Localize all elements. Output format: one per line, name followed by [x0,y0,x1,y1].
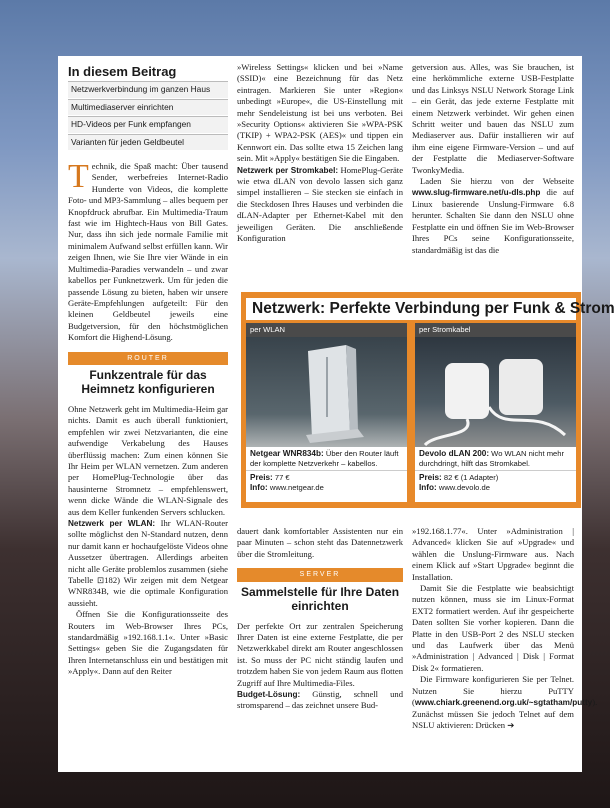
panel-caption: Netgear WNR834b: Über den Router läuft der komplette Netzverkehr – kabellos. [246,447,407,471]
paragraph: Öffnen Sie die Konfigurationsseite des Routers im Web-Browser Ihres PCs, standardmäßig »192.168.1.1«. Unter »Basic Settings« geben Sie die Zugangsdaten für Ihren Internetanschluss ein und bestätigen mit »Apply«. Dann auf den Reiter [68,609,228,677]
paragraph: Die Firmware konfigurieren Sie per Telnet. Nutzen Sie hierzu PuTTY (www.chiark.greenend.org.uk/~sgtatham/putty). Zunächst müssen Sie jedoch Telnet auf dem NSLU aktivieren: Drücken ➔ [412,674,598,730]
paragraph: getversion aus. Alles, was Sie brauchen, ist eine herkömmliche externe USB-Festplatte und das Linksys NSLU Network Storage Link – ein Gerät, das jede externe Festplatte mit einem Netzwerk verbindet. Wir gehen einen Schritt weiter und bauen das NSLU zum Mediaserver aus. Dafür installieren wir auf ihm eine eigene Firmware-Version – und auf der Festplatte die Mediaserver-Software TwonkyMedia. [412,62,574,175]
column-2-top [237,62,403,245]
column-1 [68,56,228,678]
paragraph: »Wireless Settings« klicken und bei »Name (SSID)« eine Bezeichnung für das Netz eintragen. Markieren Sie unter »Region« unbedingt »Europe«, die US-Einstellung mit mehr Sendeleistung ist bei uns verboten. Bei »Security Options« aktivieren Sie »WPA-PSK (TKIP) + WPA2-PSK (AES)« und tippen ein Kennwort ein. Das sollte etwa 15 Zeichen lang sein. Mit »Apply« bestätigen Sie die Eingaben. [237,62,403,164]
toc-item: Multimediaserver einrichten [68,99,228,115]
paragraph: dauert dank komfortabler Assistenten nur ein paar Minuten – schon steht das Datennetzwerk über die Stromleitung. [237,526,403,559]
dropcap: T [68,158,89,196]
toc-title: In diesem Beitrag [68,64,177,79]
column-3-top [412,62,574,256]
panel-meta: Preis: 77 € Info: www.netgear.de [250,473,324,492]
panel-caption: Devolo dLAN 200: Wo WLAN nicht mehr durchdringt, hilft das Stromkabel. [415,447,576,471]
section-kicker-server: SERVER [237,568,403,581]
section-kicker-router: ROUTER [68,352,228,365]
box-title: Netzwerk: Perfekte Verbindung per Funk & Strom [246,298,576,320]
panel-label: per WLAN [246,323,407,337]
toc-item: Varianten für jeden Geldbeutel [68,134,228,150]
paragraph: Der perfekte Ort zur zentralen Speicherung Ihrer Daten ist eine externe Festplatte, die per Netzwerkkabel direkt am Router angeschlossen ist. So muss der PC nicht ständig laufen und trotzdem haben Sie von jedem Raum aus flotten Zugriff auf Ihre Multimedia-Files. [237,620,403,688]
column-2-bottom [237,526,403,712]
router-photo [246,337,407,447]
dlan-adapter-photo [415,337,576,447]
article-page [58,56,615,772]
panel-label: per Stromkabel [415,323,576,337]
paragraph: Netzwerk per Stromkabel: HomePlug-Geräte wie etwa dLAN von devolo lassen sich ganz simpel installieren – Sie stecken sie einfach in die Steckdosen Ihres Hauses und verbinden die dLAN-Adapter per Ethernet-Kabel mit den jeweiligen Geräten. Die anschließende Konfiguration [237,164,404,244]
paragraph: Budget-Lösung: Günstig, schnell und stromsparend – das zeichnet unsere Bud- [237,689,403,711]
panel-wlan [246,323,407,502]
toc-item: Netzwerkverbindung im ganzen Haus [68,81,228,97]
paragraph: Damit Sie die Festplatte wie beabsichtigt nutzen können, muss sie im Linux-Format EXT2 formatiert werden. Auf ihr gespeicherte Daten sollten Sie vorher kopieren. Dann die Platte in den USB-Port 2 des NSLU stecken und das Laufwerk über das Menü »Administration | Advanced | Disk | Format Disk 2« formatieren. [412,583,574,673]
paragraph: Ohne Netzwerk geht im Multimedia-Heim gar nichts. Damit es auch überall funktioniert, empfehlen wir zwei Netzvarianten, die eine aufwendige Verkabelung des Hauses überflüssig machen: Zum einen können Sie Ihr Heim per WLAN vernetzen. Zum anderen per HomePlug-Technologie über das hausinterne Stromnetz – empfehlenswert, wenn dicke Wände die WLAN-Signale des aus dem Keller funkenden Servers schlucken. [68,403,228,517]
section-heading-router: Funkzentrale für das Heimnetz konfigurieren [81,367,215,396]
section-heading-server: Sammelstelle für Ihre Daten einrichten [240,584,400,613]
paragraph: »192.168.1.77«. Unter »Administration | Advanced« klicken Sie auf »Upgrade« und wählen die Unslung-Firmware aus. Nach einem Klick auf »Start Upgrade« beginnt die Installation. [412,526,574,582]
network-info-box [241,292,615,508]
panel-stromkabel [415,323,576,502]
paragraph: Laden Sie hierzu von der Webseite www.slug-firmware.net/u-dls.php die auf Linux basierende Unslung-Firmware 6.8 herunter. Schalten Sie dann den NSLU ohne Festplatte ein und öffnen Sie im Web-Browser Ihres PCs seine Konfigurationsseite, standardmäßig ist das die [412,176,574,255]
panel-meta: Preis: 82 € (1 Adapter) Info: www.devolo.de [419,473,499,492]
column-3-bottom [412,526,598,731]
intro-paragraph: Technik, die Spaß macht: Über tausend Sender, werbefreies Internet-Radio Hunderte von Videos, die komplette Foto- und MP3-Sammlung – alles bequem per Knopfdruck abrufbar. Ein Multimedia-Traum fast wie im Hightech-Haus von Bill Gates. Nur, dass ihn sich jede normale Familie mit minimalem Aufwand selbst erfüllen kann. Wir zeigen Ihnen, wie Sie Ihre vier Wände in ein Multimedia-Paradies verwandeln – und zwar kabellos per Funknetzwerk. Um für jeden die passende Lösung zu bieten, haben wir unsere Geräte-Empfehlungen aufgeteilt: Für den kleinen Geldbeutel jeweils eine Budgetversion, für den höchstmöglichen Komfort die Highend-Lösung. [68,158,228,343]
paragraph: Netzwerk per WLAN: Ihr WLAN-Router sollte möglichst den N-Standard nutzen, denn nur damit kann er hochaufgelöste Videos ohne Aussetzer übertragen. Allerdings arbeiten nicht alle Geräte problemlos zusammen (siehe Tabelle ⊡182) Wir zeigen mit dem Netgear WNR834B, wie die optimale Konfiguration aussieht. [68,518,228,608]
toc-item: HD-Videos per Funk empfangen [68,116,228,132]
